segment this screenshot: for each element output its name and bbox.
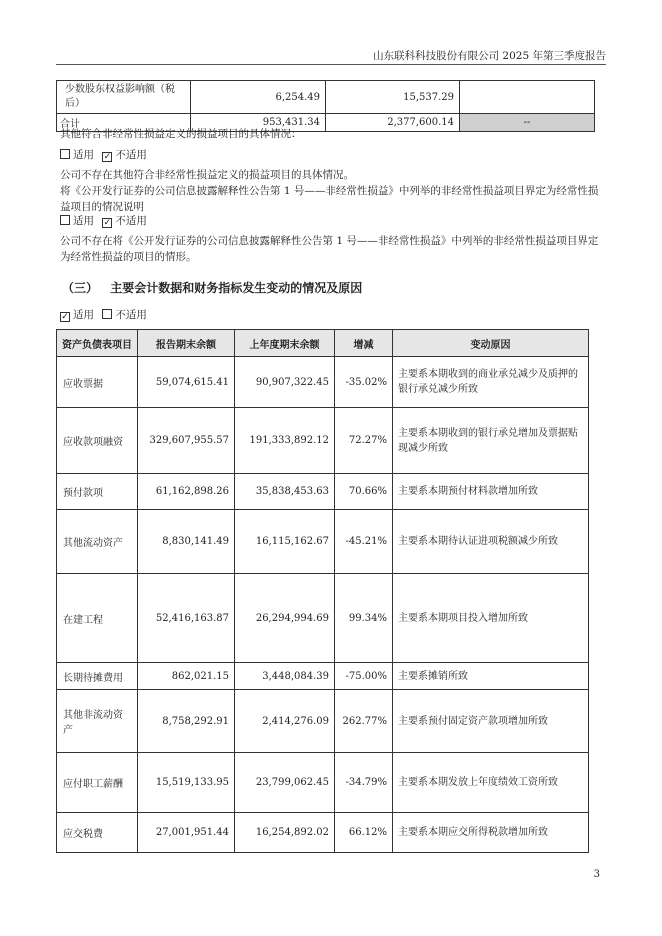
item-name: 应交税费 (57, 813, 138, 853)
change-reason: 主要系摊销所致 (393, 663, 589, 690)
prior-year-balance: 16,254,892.02 (235, 813, 335, 853)
table-header-row (57, 330, 589, 357)
item-name: 其他流动资产 (57, 510, 138, 574)
applicable-label: 适用 (73, 215, 94, 227)
change-percent: 70.66% (335, 474, 393, 510)
period-end-balance: 59,074,615.41 (138, 357, 235, 408)
other-definition-label: 其他符合非经常性损益定义的损益项目的具体情况： (60, 128, 302, 140)
row-ytd: 2,377,600.14 (326, 114, 460, 132)
section-number: （三） (62, 281, 99, 295)
prior-year-balance: 26,294,994.69 (235, 574, 335, 663)
table-row (57, 357, 589, 408)
change-percent: -45.21% (335, 510, 393, 574)
other-definition-none: 公司不存在其他符合非经常性损益定义的损益项目的具体情况。 (60, 169, 354, 181)
applicability-options-3 (60, 308, 600, 324)
period-end-balance: 862,021.15 (138, 663, 235, 690)
period-end-balance: 61,162,898.26 (138, 474, 235, 510)
change-reason: 主要系本期预付材料款增加所致 (393, 474, 589, 510)
change-reason: 主要系预付固定资产款项增加所致 (393, 690, 589, 753)
row-ytd: 15,537.29 (326, 81, 460, 114)
non-recurring-table (56, 80, 595, 132)
table-row (57, 663, 589, 690)
prior-year-balance: 23,799,062.45 (235, 753, 335, 813)
period-end-balance: 52,416,163.87 (138, 574, 235, 663)
checkbox-applicable (60, 215, 70, 225)
applicability-options-2 (60, 214, 600, 230)
change-percent: -34.79% (335, 753, 393, 813)
row-current: 6,254.49 (191, 81, 326, 114)
period-end-balance: 15,519,133.95 (138, 753, 235, 813)
change-reason: 主要系本期项目投入增加所致 (393, 574, 589, 663)
item-name: 在建工程 (57, 574, 138, 663)
balance-sheet-changes-table (56, 329, 589, 853)
reclassification-none: 公司不存在将《公开发行证券的公司信息披露解释性公告第 1 号——非经常性损益》中列举的非经常性损益项目界定为经常性损益的项目的情形。 (60, 235, 599, 263)
item-name: 预付款项 (57, 474, 138, 510)
change-reason: 主要系本期应交所得税款增加所致 (393, 813, 589, 853)
change-reason: 主要系本期发放上年度绩效工资所致 (393, 753, 589, 813)
not-applicable-label: 不适用 (115, 215, 147, 227)
prior-year-balance: 90,907,322.45 (235, 357, 335, 408)
change-percent: 262.77% (335, 690, 393, 753)
checkbox-not-applicable: ✓ (103, 152, 112, 162)
section-heading (62, 279, 362, 296)
column-header: 资产负债表项目 (57, 330, 138, 357)
row-label: 合计 (57, 114, 191, 132)
table-row (57, 474, 589, 510)
column-header: 报告期末余额 (138, 330, 235, 357)
prior-year-balance: 16,115,162.67 (235, 510, 335, 574)
checkbox-not-applicable (102, 309, 112, 319)
checkbox-applicable (60, 149, 70, 159)
row-label: 少数股东权益影响额（税后） (57, 81, 191, 114)
column-header: 增减 (335, 330, 393, 357)
period-end-balance: 27,001,951.44 (138, 813, 235, 853)
row-note (460, 81, 595, 114)
period-end-balance: 8,830,141.49 (138, 510, 235, 574)
prior-year-balance: 191,333,892.12 (235, 408, 335, 474)
change-reason: 主要系本期收到的商业承兑减少及质押的银行承兑减少所致 (393, 357, 589, 408)
prior-year-balance: 2,414,276.09 (235, 690, 335, 753)
change-percent: -75.00% (335, 663, 393, 690)
change-reason: 主要系本期待认证进项税额减少所致 (393, 510, 589, 574)
column-header: 上年度期末余额 (235, 330, 335, 357)
table-row (57, 574, 589, 663)
prior-year-balance: 3,448,084.39 (235, 663, 335, 690)
row-current: 953,431.34 (191, 114, 326, 132)
table-row (57, 408, 589, 474)
prior-year-balance: 35,838,453.63 (235, 474, 335, 510)
table-row (57, 510, 589, 574)
header-divider (56, 64, 606, 65)
item-name: 应收票据 (57, 357, 138, 408)
row-note: -- (460, 114, 595, 132)
checkbox-applicable: ✓ (61, 312, 69, 322)
section-title: 主要会计数据和财务指标发生变动的情况及原因 (110, 281, 363, 295)
change-percent: 66.12% (335, 813, 393, 853)
table-row (57, 81, 595, 114)
applicability-options-1 (60, 148, 600, 164)
report-header: 山东联科科技股份有限公司 2025 年第三季度报告 (373, 50, 606, 62)
not-applicable-label: 不适用 (115, 149, 147, 161)
checkbox-not-applicable: ✓ (103, 218, 112, 228)
table-row (57, 753, 589, 813)
page-number: 3 (593, 869, 600, 880)
applicable-label: 适用 (73, 149, 94, 161)
change-percent: -35.02% (335, 357, 393, 408)
period-end-balance: 8,758,292.91 (138, 690, 235, 753)
item-name: 应收款项融资 (57, 408, 138, 474)
change-reason: 主要系本期收到的银行承兑增加及票据贴现减少所致 (393, 408, 589, 474)
change-percent: 99.34% (335, 574, 393, 663)
reclassification-title: 将《公开发行证券的公司信息披露解释性公告第 1 号——非经常性损益》中列举的非经常性损益项目界定为经常性损益项目的情况说明 (60, 185, 599, 213)
table-row (57, 813, 589, 853)
item-name: 长期待摊费用 (57, 663, 138, 690)
item-name: 其他非流动资产 (57, 690, 138, 753)
item-name: 应付职工薪酬 (57, 753, 138, 813)
period-end-balance: 329,607,955.57 (138, 408, 235, 474)
applicable-label: 适用 (73, 309, 94, 321)
column-header: 变动原因 (393, 330, 589, 357)
table-row (57, 690, 589, 753)
not-applicable-label: 不适用 (115, 309, 147, 321)
change-percent: 72.27% (335, 408, 393, 474)
